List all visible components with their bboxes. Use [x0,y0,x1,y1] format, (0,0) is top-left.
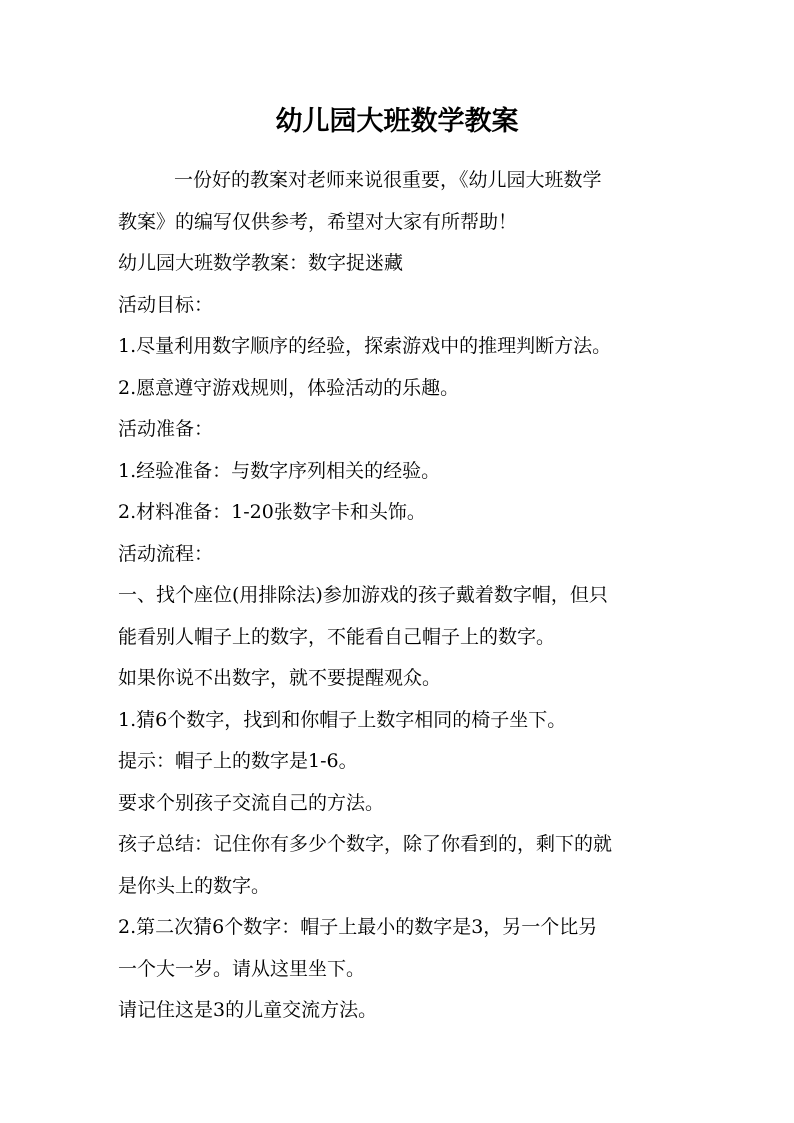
document-body [118,160,688,1032]
goal-item: 2.愿意遵守游戏规则，体验活动的乐趣。 [118,376,460,399]
process-line: 能看别人帽子上的数字，不能看自己帽子上的数字。 [118,625,556,648]
process-line: 是你头上的数字。 [118,874,271,897]
goal-item: 1.尽量利用数字顺序的经验，探索游戏中的推理判断方法。 [118,335,612,357]
section-heading-goals: 活动目标： [118,293,214,316]
process-line: 如果你说不出数字，就不要提醒观众。 [118,667,442,689]
process-line: 2.第二次猜6个数字：帽子上最小的数字是3，另一个比另 [118,916,598,938]
intro-line: 一份好的教案对老师来说很重要，《幼儿园大班数学 [174,169,602,191]
process-line: 1.猜6个数字，找到和你帽子上数字相同的椅子坐下。 [118,708,567,731]
document-title: 幼儿园大班数学教案 [275,106,519,137]
preparation-item: 1.经验准备：与数字序列相关的经验。 [118,459,441,482]
lesson-subtitle: 幼儿园大班数学教案：数字捉迷藏 [118,252,404,274]
section-heading-process: 活动流程： [118,542,214,565]
process-line: 提示：帽子上的数字是1-6。 [118,750,358,772]
intro-line-continued: 教案》的编写仅供参考，希望对大家有所帮助！ [118,210,518,233]
process-line: 孩子总结：记住你有多少个数字，除了你看到的，剩下的就 [118,833,613,855]
section-heading-preparation: 活动准备： [118,418,214,440]
process-line: 一、找个座位(用排除法)参加游戏的孩子戴着数字帽，但只 [118,584,608,606]
preparation-item: 2.材料准备：1-20张数字卡和头饰。 [118,501,426,523]
process-line: 请记住这是3的儿童交流方法。 [118,999,378,1021]
process-line: 要求个别孩子交流自己的方法。 [118,791,385,814]
process-line: 一个大一岁。请从这里坐下。 [118,957,366,980]
